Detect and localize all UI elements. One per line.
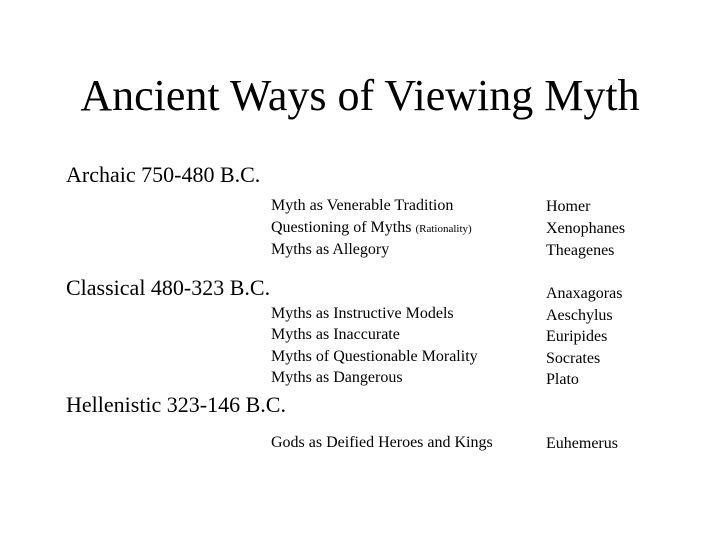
classical-item-dangerous: Myths as Dangerous [271, 369, 403, 386]
classical-item-inaccurate: Myths as Inaccurate [271, 326, 400, 343]
classical-name-plato: Plato [546, 371, 579, 388]
archaic-name-theagenes: Theagenes [546, 242, 615, 259]
archaic-heading: Archaic 750-480 B.C. [66, 162, 261, 187]
classical-name-euripides: Euripides [546, 328, 608, 345]
archaic-item-tradition: Myth as Venerable Tradition [271, 197, 454, 214]
slide-title: Ancient Ways of Viewing Myth [80, 71, 640, 120]
archaic-name-xenophanes: Xenophanes [546, 220, 626, 237]
archaic-name-homer: Homer [546, 198, 591, 215]
hellenistic-name-euhemerus: Euhemerus [546, 435, 618, 452]
classical-item-morality: Myths of Questionable Morality [271, 348, 478, 365]
archaic-item-allegory: Myths as Allegory [271, 241, 390, 258]
classical-name-socrates: Socrates [546, 350, 601, 367]
classical-name-anaxagoras: Anaxagoras [546, 285, 623, 302]
archaic-item-rationality-note: (Rationality) [415, 223, 472, 235]
archaic-item-questioning [271, 218, 472, 239]
classical-heading: Classical 480-323 B.C. [66, 275, 271, 300]
classical-name-aeschylus: Aeschylus [546, 307, 613, 324]
archaic-item-questioning-text: Questioning of Myths [271, 219, 416, 236]
hellenistic-heading: Hellenistic 323-146 B.C. [66, 392, 286, 417]
hellenistic-item-deified: Gods as Deified Heroes and Kings [271, 434, 493, 451]
classical-item-instructive: Myths as Instructive Models [271, 305, 454, 322]
